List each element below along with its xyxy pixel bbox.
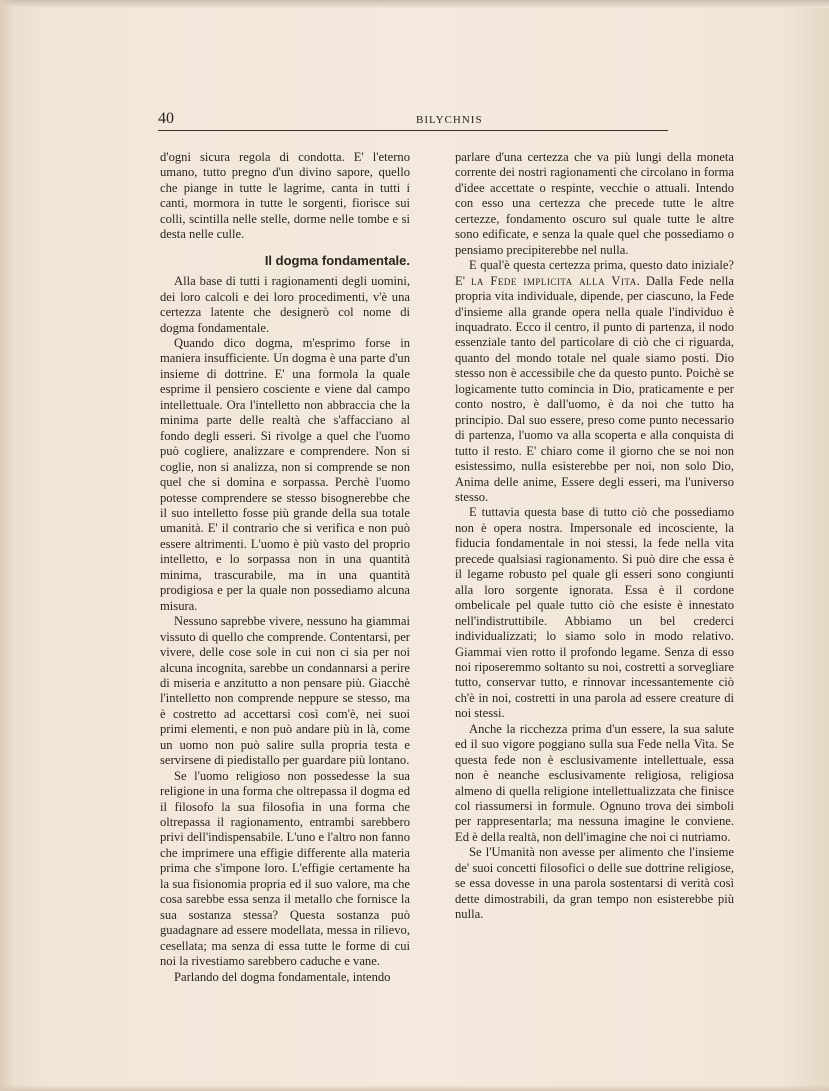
right-column xyxy=(455,150,734,923)
running-title: BILYCHNIS xyxy=(416,114,483,126)
page-left-edge xyxy=(0,0,14,1091)
page-header xyxy=(158,110,668,132)
section-heading: Il dogma fondamentale. xyxy=(264,252,410,268)
header-rule xyxy=(158,130,668,131)
paragraph: parlare d'una certezza che va più lungi della moneta corrente dei nostri ragionamenti che circolano in forma d'idee accettate o respinte, vecchie o attuali. Intendo con esso una certezza che precede tutte le altre certezze, fondamento oscuro sul quale tutte le altre sono edificate, e senza la quale quel che possediamo o pensiamo precipiterebbe nel nulla. xyxy=(455,150,734,257)
paragraph: E tuttavia questa base di tutto ciò che possediamo non è opera nostra. Impersonale ed incosciente, la fiducia fondamentale in noi stessi, la fede nella vita precede qualsiasi ragionamento. Si può dire che essa è il legame robusto pel quale gli esseri sono congiunti alla loro sorgente ignorata. Essa è il cordone ombelicale pel quale tutto ciò che esiste è innestato nell'indistruttibile. Abbiamo un bel crederci individualizzati; lo siamo solo in modo relativo. Giammai vien rotto il profondo legame. Senza di esso noi riposeremmo soltanto su noi, costretti a sorvegliare tutto, conservar tutto, e rinnovar incessantemente ciò ch'è in noi, costretti in una parola ad essere creature di noi stessi. xyxy=(455,505,734,721)
paragraph: d'ogni sicura regola di condotta. E' l'eterno umano, tutto pregno d'un divino sapore, quello che piange in tutte le lagrime, canta in tutti i canti, mormora in tutte le sorgenti, fiorisce sui colli, scintilla nelle stelle, dorme nelle tombe e si desta nelle culle. xyxy=(160,150,410,242)
paragraph: Quando dico dogma, m'esprimo forse in maniera insufficiente. Un dogma è una parte d'un insieme di dottrine. E' una formola la quale esprime il pensiero cosciente e viene dal campo intellettuale. Ora l'intelletto non abbraccia che la minima parte delle realtà che s'affacciano al fondo degli esseri. Si rivolge a quel che l'uomo può cogliere, analizzare e comprendere. Non si coglie, non si analizza, non si comprende se non quel che si domina e sorpassa. Perchè l'uomo potesse comprendere se stesso bisognerebbe che il suo intelletto fosse più grande della sua totale umanità. E' il contrario che si verifica e non può essere altrimenti. L'uomo è più vasto del proprio intelletto, e lo sorpassa non in una quantità minima, trascurabile, ma in una quantità prodigiosa e per la quale non possediamo alcuna misura. xyxy=(160,335,410,613)
paragraph: Nessuno saprebbe vivere, nessuno ha giammai vissuto di quello che comprende. Contentarsi, per vivere, delle cose sole in cui non ci sia per noi alcuna incognita, sarebbe un condannarsi a perire di miseria e anzitutto a non pensare più. Giacchè l'intelletto non comprende neppure se stesso, ma è costretto ad accettarsi così com'è, nei suoi primi elementi, e non può andare più in là, come un uomo non può salire sulla propria testa e servirsene di piedistallo per guardare più lontano. xyxy=(160,614,410,768)
emphasized-phrase: la Fede implicita alla Vita xyxy=(470,273,637,288)
paragraph: Parlando del dogma fondamentale, intendo xyxy=(174,969,391,984)
page-bottom-edge xyxy=(0,1085,829,1091)
paragraph xyxy=(455,258,734,505)
page-top-edge xyxy=(0,0,829,8)
page-number: 40 xyxy=(158,110,174,127)
paragraph-text: . Dalla Fede nella propria vita individuale, dipende, per ciascuno, la Fede d'insieme alla grande opera nella quale l'individuo è inquadrato. Ecco il centro, il punto di partenza, il nodo essenziale tanto del particolare di ciò che ci riguarda, quanto del mondo totale nel quale siamo posti. Dio stesso non è accessibile che da questo punto. Poichè se logicamente tutto comincia in Dio, praticamente e per conto nostro, è dall'uomo, è da noi che tutto ha principio. Dal suo essere, preso come punto necessario di partenza, l'uomo va alla scoperta e alla conquista di tutto il resto. E' chiaro come il giorno che se noi non esistessimo, nulla esisterebbe per noi, non solo Dio, Anima delle anime, Essere degli esseri, ma l'universo stesso. xyxy=(455,273,734,504)
left-column xyxy=(160,150,410,985)
paragraph-text: E qual'è questa certezza prima, questo dato iniziale? E' xyxy=(455,258,734,288)
paragraph: Alla base di tutti i ragionamenti degli uomini, dei loro calcoli e dei loro procedimenti, v'è una certezza latente che designerò col nome di dogma fondamentale. xyxy=(160,274,410,335)
paragraph: Se l'uomo religioso non possedesse la sua religione in una forma che oltrepassa il dogma ed il filosofo la sua filosofia in una forma che oltrepassa il ragionamento, entrambi sarebbero privi dell'indispensabile. L'uno e l'altro non fanno che imprimere una effigie differente alla materia prima che s'impone loro. L'effigie certamente ha la sua fisionomia propria ed il suo valore, ma che cosa sarebbe essa senza il metallo che fornisce la sua sostanza stessa? Questa sostanza può guadagnare ad essere modellata, messa in rilievo, cesellata; ma senza di essa tutte le forme di cui noi la rivestiamo sarebbero caduche e vane. xyxy=(160,768,410,969)
paragraph: Se l'Umanità non avesse per alimento che l'insieme de' suoi concetti filosofici o delle sue dottrine religiose, se essa dovesse in una parola sostentarsi di verità così dette dimostrabili, da gran tempo non esisterebbe più nulla. xyxy=(455,845,734,922)
paragraph: Anche la ricchezza prima d'un essere, la sua salute ed il suo vigore poggiano sulla sua Fede nella Vita. Se questa fede non è esclusivamente intellettuale, essa non è neanche esclusivamente religiosa, religiosa almeno di quella religione intellettualizzata che finisce col riassumersi in formule. Ognuno trova dei simboli per rappresentarla; ma nessuna imagine le conviene. Ed è della realtà, non dell'imagine che noi ci nutriamo. xyxy=(455,721,734,844)
